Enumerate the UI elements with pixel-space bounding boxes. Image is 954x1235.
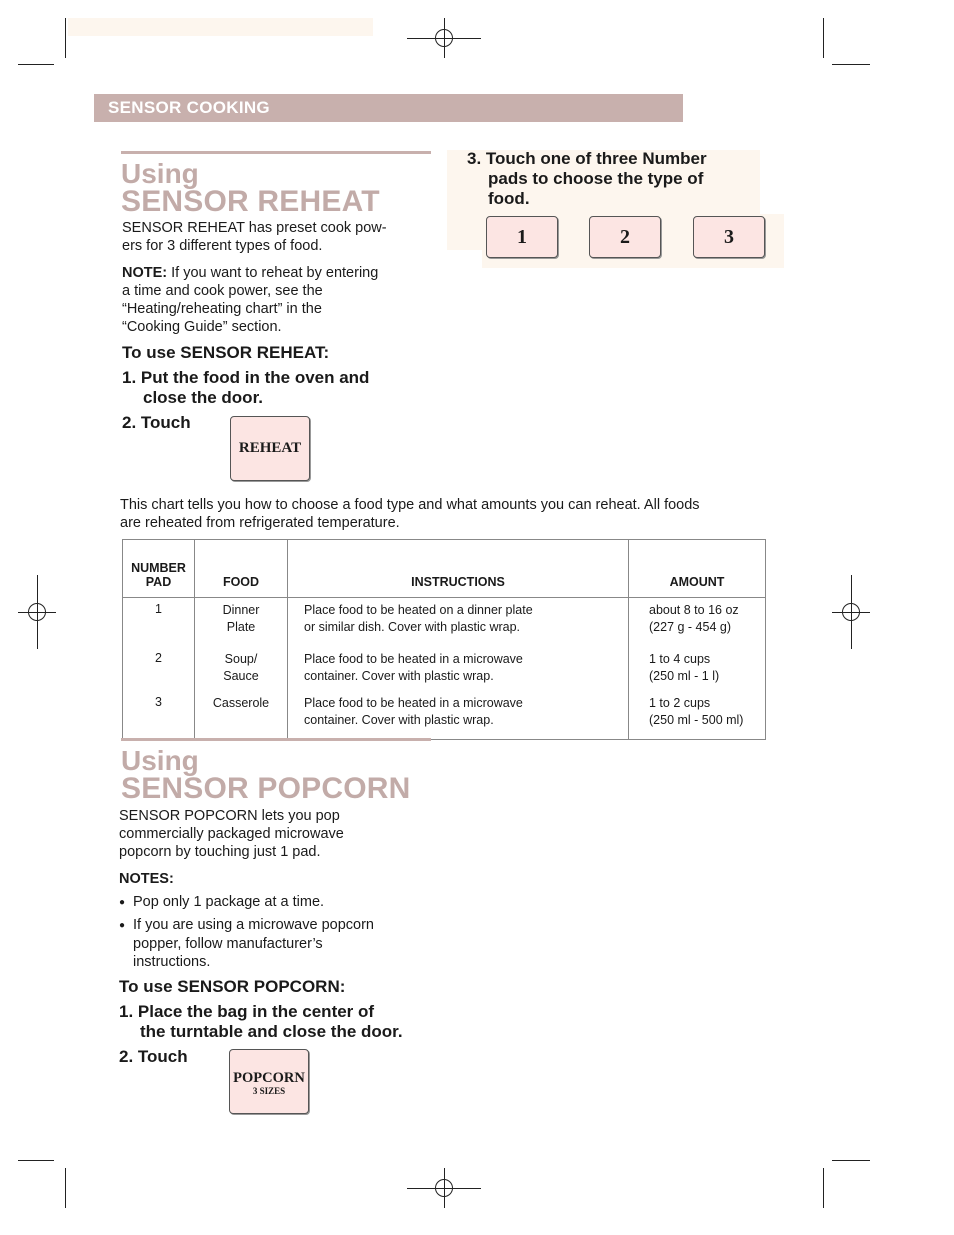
registration-mark xyxy=(435,29,453,47)
cell-text: Soup/ xyxy=(224,652,258,666)
crop-mark xyxy=(65,18,66,58)
popcorn-notes-label: NOTES: xyxy=(119,871,174,887)
step-text: 3. Touch one of three Number xyxy=(467,149,707,168)
bullet-text: Pop only 1 package at a time. xyxy=(133,894,325,910)
cell-text: 1 to 4 cups xyxy=(649,652,711,666)
cell-instructions xyxy=(288,642,629,686)
reheat-intro-line: ers for 3 different types of food. xyxy=(122,238,323,254)
number-pad-2-button[interactable] xyxy=(589,216,661,258)
number-pad-label: 2 xyxy=(620,226,630,248)
crop-mark xyxy=(18,1160,54,1161)
table-row xyxy=(123,642,766,686)
crop-mark xyxy=(823,18,824,58)
header-text: NUMBER xyxy=(131,561,186,575)
reheat-to-use-heading: To use SENSOR REHEAT: xyxy=(122,343,330,362)
cell-instructions xyxy=(288,598,629,643)
cell-pad: 2 xyxy=(123,642,195,686)
chart-intro xyxy=(120,496,700,532)
reheat-intro-line: SENSOR REHEAT has preset cook pow- xyxy=(122,220,387,236)
number-pad-3-button[interactable] xyxy=(693,216,765,258)
cell-text: (227 g - 454 g) xyxy=(649,620,731,634)
cell-food xyxy=(195,642,288,686)
cell-text: Place food to be heated on a dinner plate xyxy=(304,603,533,617)
cell-pad: 3 xyxy=(123,686,195,740)
column-header-food: FOOD xyxy=(195,540,288,598)
number-pad-label: 1 xyxy=(517,226,527,248)
table-row xyxy=(123,686,766,740)
step-text: close the door. xyxy=(143,388,263,407)
popcorn-to-use-heading: To use SENSOR POPCORN: xyxy=(119,977,346,996)
cell-text: (250 ml - 1 l) xyxy=(649,669,720,683)
step-text: the turntable and close the door. xyxy=(140,1022,403,1041)
popcorn-intro-line: SENSOR POPCORN lets you pop xyxy=(119,808,340,824)
chart-intro-line: are reheated from refrigerated temperature. xyxy=(120,515,400,531)
bullet-text: If you are using a microwave popcorn xyxy=(133,917,374,933)
note-text: If you want to reheat by entering xyxy=(167,265,379,281)
popcorn-note-bullet xyxy=(119,893,324,912)
header-text: PAD xyxy=(145,575,172,589)
chart-intro-line: This chart tells you how to choose a food type and what amounts you can reheat. All foods xyxy=(120,497,700,513)
cell-text: Casserole xyxy=(212,696,270,710)
popcorn-note-bullet xyxy=(119,916,374,971)
reheat-key-button[interactable] xyxy=(230,416,310,481)
popcorn-intro xyxy=(119,807,344,861)
crop-mark xyxy=(18,64,54,65)
step-text: pads to choose the type of xyxy=(488,169,704,188)
crop-mark xyxy=(832,64,870,65)
registration-mark xyxy=(28,603,46,621)
cell-food xyxy=(195,598,288,643)
popcorn-heading-title: SENSOR POPCORN xyxy=(121,772,411,805)
cell-text: or similar dish. Cover with plastic wrap. xyxy=(304,620,521,634)
bullet-icon: ● xyxy=(119,897,126,908)
cell-instructions xyxy=(288,686,629,740)
popcorn-key-button[interactable] xyxy=(229,1049,309,1114)
column-header-amount: AMOUNT xyxy=(629,540,766,598)
popcorn-key-label: POPCORN xyxy=(233,1070,305,1086)
column-header-instructions: INSTRUCTIONS xyxy=(288,540,629,598)
heading-rule xyxy=(121,738,431,741)
bullet-icon: ● xyxy=(119,920,126,931)
reheat-heading-title: SENSOR REHEAT xyxy=(121,185,380,218)
note-text: “Heating/reheating chart” in the xyxy=(122,301,322,317)
table-row xyxy=(123,598,766,643)
popcorn-intro-line: commercially packaged microwave xyxy=(119,826,344,842)
popcorn-key-sublabel: 3 SIZES xyxy=(252,1086,286,1096)
cell-amount xyxy=(629,642,766,686)
reheat-step-3 xyxy=(467,149,707,209)
popcorn-heading-using: Using xyxy=(121,745,199,776)
reheat-intro xyxy=(122,219,387,255)
number-pad-label: 3 xyxy=(724,226,734,248)
cell-text: 1 to 2 cups xyxy=(649,696,711,710)
cell-food xyxy=(195,686,288,740)
note-label: NOTE: xyxy=(122,265,168,281)
cell-text: Place food to be heated in a microwave xyxy=(304,696,523,710)
step-text: 1. Put the food in the oven and xyxy=(122,368,370,387)
cell-text: Plate xyxy=(226,620,256,634)
crop-mark xyxy=(823,1168,824,1208)
cell-text: container. Cover with plastic wrap. xyxy=(304,713,494,727)
cell-text: Sauce xyxy=(223,669,259,683)
step-text: food. xyxy=(488,189,530,208)
top-tint-strip xyxy=(68,18,373,36)
reheat-note xyxy=(122,264,378,336)
reheat-heading-using: Using xyxy=(121,158,199,189)
cell-text: (250 ml - 500 ml) xyxy=(649,713,744,727)
popcorn-intro-line: popcorn by touching just 1 pad. xyxy=(119,844,321,860)
cell-text: about 8 to 16 oz xyxy=(649,603,739,617)
popcorn-step-2: 2. Touch xyxy=(119,1047,188,1066)
cell-text: Place food to be heated in a microwave xyxy=(304,652,523,666)
number-pad-1-button[interactable] xyxy=(486,216,558,258)
cell-amount xyxy=(629,598,766,643)
crop-mark xyxy=(832,1160,870,1161)
note-text: “Cooking Guide” section. xyxy=(122,319,282,335)
reheat-key-label: REHEAT xyxy=(238,440,302,456)
bullet-text: popper, follow manufacturer’s xyxy=(133,936,323,952)
note-text: a time and cook power, see the xyxy=(122,283,323,299)
step-text: 1. Place the bag in the center of xyxy=(119,1002,375,1021)
section-title: SENSOR COOKING xyxy=(108,98,270,117)
reheat-step-2: 2. Touch xyxy=(122,413,191,432)
cell-amount xyxy=(629,686,766,740)
heading-rule xyxy=(121,151,431,154)
cell-text: container. Cover with plastic wrap. xyxy=(304,669,494,683)
section-header-bar xyxy=(94,94,683,122)
cell-text: Dinner xyxy=(222,603,260,617)
reheat-chart-table xyxy=(122,539,766,740)
registration-mark xyxy=(842,603,860,621)
registration-mark xyxy=(435,1179,453,1197)
reheat-step-1 xyxy=(122,368,369,408)
column-header-pad xyxy=(123,540,195,598)
table-header-row xyxy=(123,540,766,598)
crop-mark xyxy=(65,1168,66,1208)
bullet-text: instructions. xyxy=(133,954,211,970)
popcorn-step-1 xyxy=(119,1002,403,1042)
cell-pad: 1 xyxy=(123,598,195,643)
